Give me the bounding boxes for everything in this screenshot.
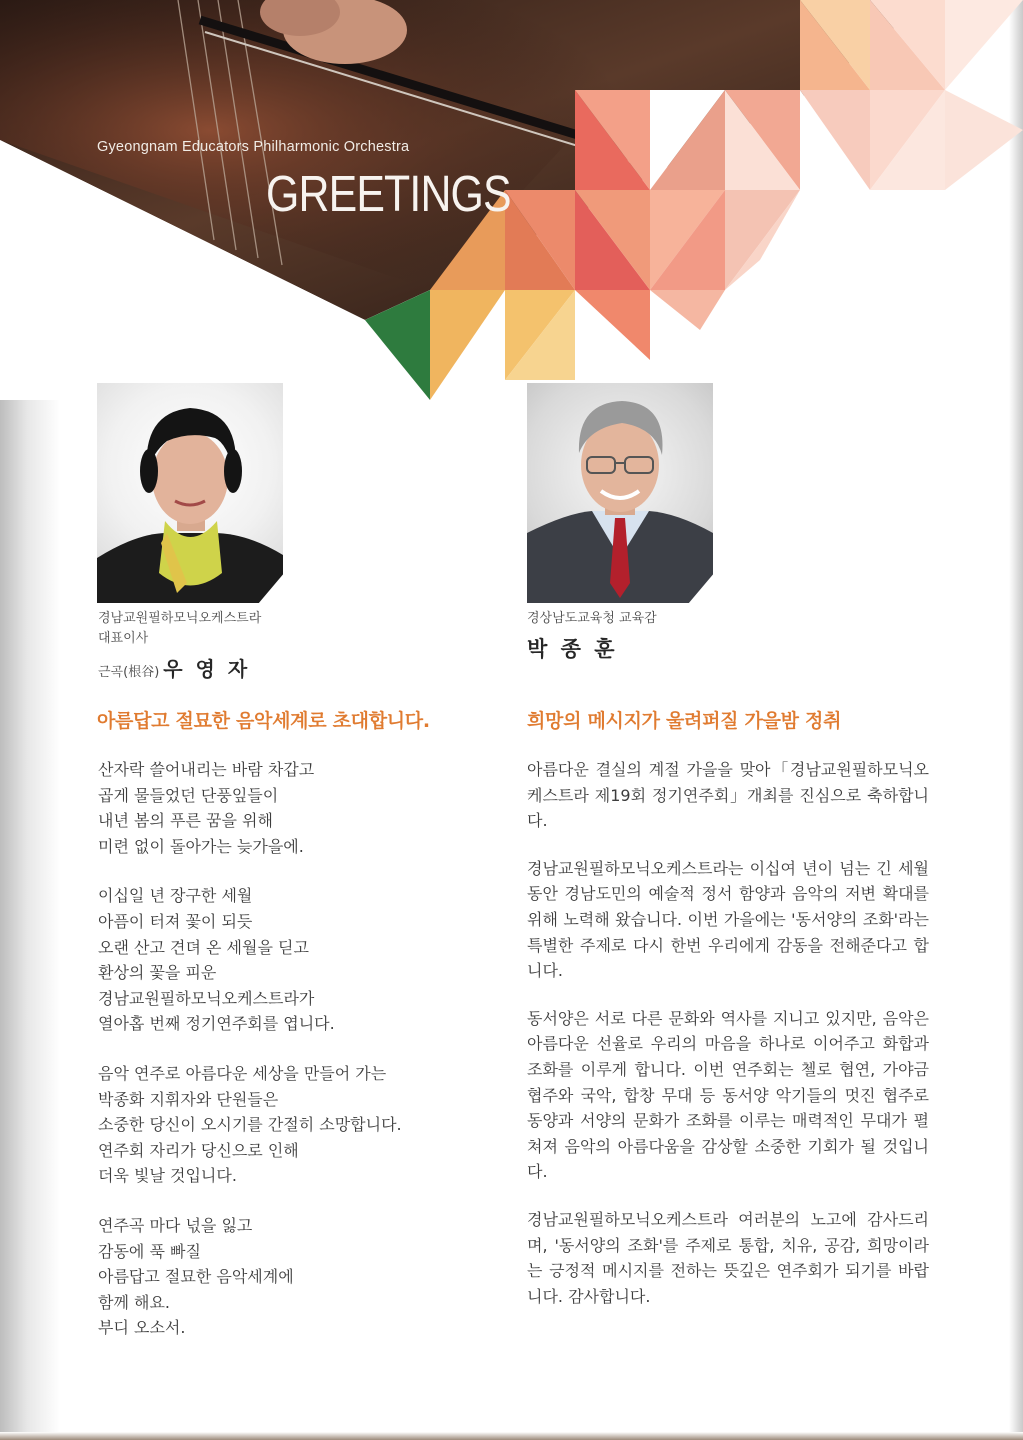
poem-line: 감동에 푹 빠질	[98, 1241, 201, 1261]
poem-line: 음악 연주로 아름다운 세상을 만들어 가는	[98, 1063, 387, 1083]
poem-line: 내년 봄의 푸른 꿈을 위해	[98, 811, 273, 831]
portrait-park-jonghoon	[527, 383, 713, 603]
page-edge-shadow-bottom	[0, 1432, 1023, 1440]
poem-stanza	[98, 1061, 458, 1189]
poem-line: 부디 오소서.	[98, 1318, 186, 1338]
poem-line: 박종화 지휘자와 단원들은	[98, 1089, 279, 1109]
poem-line: 경남교원필하모닉오케스트라가	[98, 988, 315, 1008]
poem-stanza	[98, 757, 458, 859]
right-greeting-text	[527, 757, 929, 1331]
left-caption-org: 경남교원필하모닉오케스트라	[98, 611, 262, 626]
left-caption-role: 대표이사	[98, 631, 149, 646]
poem-stanza	[98, 1213, 458, 1341]
left-name-block	[98, 653, 250, 682]
portrait-woo-youngja	[97, 383, 283, 603]
left-name-prefix: 근곡(根谷)	[98, 665, 160, 680]
poem-line: 산자락 쓸어내리는 바람 차갑고	[98, 760, 315, 779]
poem-line: 소중한 당신이 오시기를 간절히 소망합니다.	[98, 1115, 402, 1135]
poem-line: 열아홉 번째 정기연주회를 엽니다.	[98, 1014, 335, 1034]
left-headline: 아름답고 절묘한 음악세계로 초대합니다.	[97, 710, 430, 732]
poem-line: 연주회 자리가 당신으로 인해	[98, 1140, 299, 1160]
poem-stanza	[98, 883, 458, 1037]
poem-line: 이십일 년 장구한 세월	[98, 886, 253, 906]
greeting-paragraph: 경남교원필하모닉오케스트라 여러분의 노고에 감사드리며, '동서양의 조화'를 주제로 통합, 치유, 공감, 희망이라는 긍정적 메시지를 전하는 뜻깊은 연주회가 되기를 바랍니다. 감사합니다.	[527, 1209, 929, 1306]
poem-line: 연주곡 마다 넋을 잃고	[98, 1215, 253, 1235]
left-greeting-poem	[98, 757, 458, 1365]
poem-line: 아픔이 터져 꽃이 되듯	[98, 911, 253, 931]
left-name: 우 영 자	[163, 657, 251, 681]
poem-line: 더욱 빛날 것입니다.	[98, 1166, 237, 1186]
right-caption-role: 경상남도교육청 교육감	[527, 611, 657, 626]
poem-line: 곱게 물들었던 단풍잎들이	[98, 785, 279, 805]
greeting-paragraph: 동서양은 서로 다른 문화와 역사를 지니고 있지만, 음악은 아름다운 선율로 우리의 마음을 하나로 이어주고 화합과 조화를 이루게 합니다. 이번 연주회는 첼로 협연, 가야금 협주와 국악, 합창 무대 등 동서양 악기들의 멋진 협주로 동양과 서양의 문화가 조화를 이루는 매력적인 무대가 펼쳐져 음악의 아름다움을 감상할 소중한 기회가 될 것입니다.	[527, 1008, 929, 1182]
poem-line: 함께 해요.	[98, 1292, 170, 1312]
banner-graphic	[0, 0, 1023, 400]
greeting-paragraph: 경남교원필하모닉오케스트라는 이십여 년이 넘는 긴 세월 동안 경남도민의 예술적 정서 함양과 음악의 저변 확대를 위해 노력해 왔습니다. 이번 가을에는 '동서양의 조화'라는 특별한 주제로 다시 한번 우리에게 감동을 전해준다고 합니다.	[527, 858, 929, 981]
poem-line: 미련 없이 돌아가는 늦가을에.	[98, 836, 304, 856]
poem-line: 오랜 산고 견뎌 온 세월을 딛고	[98, 937, 309, 957]
right-headline: 희망의 메시지가 울려퍼질 가을밤 정취	[527, 710, 842, 732]
right-name: 박 종 훈	[527, 637, 618, 661]
orchestra-subtitle: Gyeongnam Educators Philharmonic Orchestra	[97, 139, 410, 155]
poem-line: 아름답고 절묘한 음악세계에	[98, 1267, 294, 1287]
header-banner	[0, 0, 1023, 400]
greeting-paragraph: 아름다운 결실의 계절 가을을 맞아「경남교원필하모닉오케스트라 제19회 정기연주회」개최를 진심으로 축하합니다.	[527, 760, 929, 831]
page-title: GREETINGS	[266, 165, 511, 222]
poem-line: 환상의 꽃을 피운	[98, 963, 217, 983]
